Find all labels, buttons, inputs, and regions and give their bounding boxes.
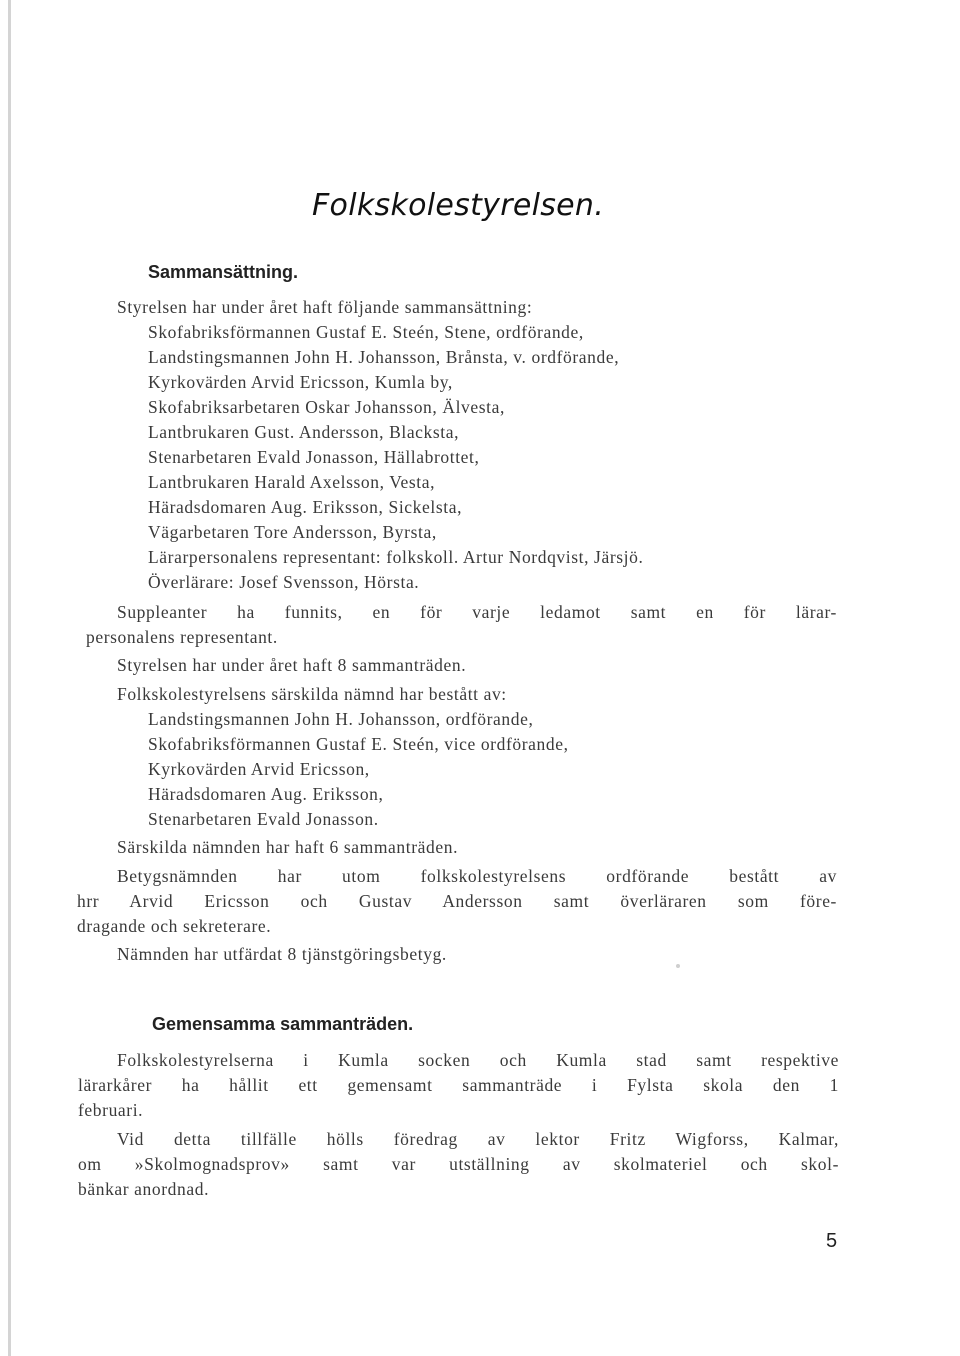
paragraph-line: Särskilda nämnden har haft 6 sammanträden.: [117, 837, 459, 857]
page-number: 5: [826, 1230, 838, 1252]
paragraph-line: personalens representant.: [86, 627, 278, 647]
member-line: Lantbrukaren Harald Axelsson, Vesta,: [148, 472, 436, 492]
member-line: Landstingsmannen John H. Johansson, Brånsta, v. ordförande,: [148, 347, 620, 367]
member-line: Stenarbetaren Evald Jonasson, Hällabrottet,: [148, 447, 480, 467]
paragraph-line: Folkskolestyrelserna i Kumla socken och Kumla stad samt respektive: [117, 1050, 839, 1070]
member-line: Landstingsmannen John H. Johansson, ordförande,: [148, 709, 534, 729]
paragraph-line: Suppleanter ha funnits, en för varje ledamot samt en för lärar-: [117, 602, 837, 622]
paragraph-line: lärarkårer ha hållit ett gemensamt sammanträde i Fylsta skola den 1: [78, 1075, 839, 1095]
member-line: Häradsdomaren Aug. Eriksson,: [148, 784, 384, 804]
paragraph-line: bänkar anordnad.: [78, 1179, 210, 1199]
paragraph-line: Folkskolestyrelsens särskilda nämnd har bestått av:: [117, 684, 507, 704]
page-title: Folkskolestyrelsen.: [312, 188, 605, 223]
member-line: Skofabriksarbetaren Oskar Johansson, Älvesta,: [148, 397, 505, 417]
paragraph-line: Styrelsen har under året haft 8 sammanträden.: [117, 655, 467, 675]
member-line: Skofabriksförmannen Gustaf E. Steén, Stene, ordförande,: [148, 322, 584, 342]
ink-speck: [676, 964, 680, 968]
paragraph-line: Nämnden har utfärdat 8 tjänstgöringsbetyg.: [117, 944, 447, 964]
member-line: Vägarbetaren Tore Andersson, Byrsta,: [148, 522, 437, 542]
member-line: Lärarpersonalens representant: folkskoll. Artur Nordqvist, Järsjö.: [148, 547, 644, 567]
paragraph-line: om »Skolmognadsprov» samt var utställning av skolmateriel och skol-: [78, 1154, 839, 1174]
section-heading-sammansattning: Sammansättning.: [148, 262, 299, 282]
paragraph-line: Styrelsen har under året haft följande sammansättning:: [117, 297, 533, 317]
paragraph-line: februari.: [78, 1100, 144, 1120]
section-heading-gemensamma: Gemensamma sammanträden.: [152, 1014, 414, 1034]
member-line: Lantbrukaren Gust. Andersson, Blacksta,: [148, 422, 460, 442]
paragraph-line: Betygsnämnden har utom folkskolestyrelsens ordförande bestått av: [117, 866, 837, 886]
paragraph-line: hrr Arvid Ericsson och Gustav Andersson samt överläraren som före-: [77, 891, 837, 911]
member-line: Häradsdomaren Aug. Eriksson, Sickelsta,: [148, 497, 463, 517]
paragraph-line: Vid detta tillfälle hölls föredrag av lektor Fritz Wigforss, Kalmar,: [117, 1129, 839, 1149]
member-line: Kyrkovärden Arvid Ericsson,: [148, 759, 370, 779]
member-line: Stenarbetaren Evald Jonasson.: [148, 809, 379, 829]
paragraph-line: dragande och sekreterare.: [77, 916, 272, 936]
member-line: Överlärare: Josef Svensson, Hörsta.: [148, 572, 420, 592]
page-edge-shadow: [8, 0, 11, 1356]
member-line: Skofabriksförmannen Gustaf E. Steén, vice ordförande,: [148, 734, 569, 754]
member-line: Kyrkovärden Arvid Ericsson, Kumla by,: [148, 372, 453, 392]
